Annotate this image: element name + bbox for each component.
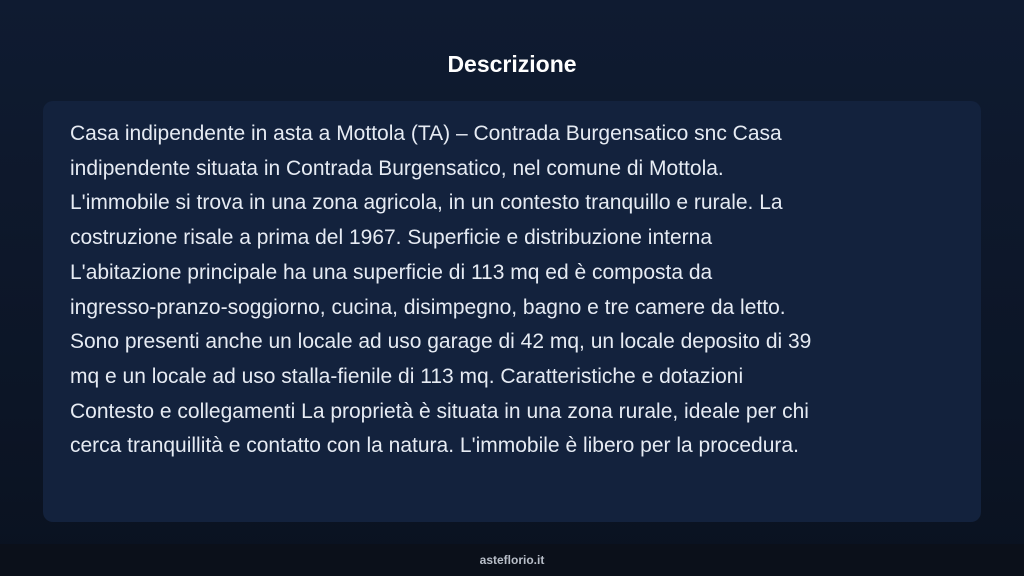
footer (0, 544, 1024, 576)
page-title: Descrizione (447, 51, 577, 77)
description-text: Casa indipendente in asta a Mottola (TA) – Contrada Burgensatico snc Casa indipendente situata in Contrada Burgensatico, nel comune di Mottola. L'immobile si trova in una zona agricola, in un contesto tranquillo e rurale. La costruzione risale a prima del 1967. Superficie e distribuzione interna L'abitazione principale ha una superficie di 113 mq ed è composta da ingresso-pranzo-soggiorno, cucina, disimpegno, bagno e tre camere da letto. Sono presenti anche un locale ad uso garage di 42 mq, un locale deposito di 39 mq e un locale ad uso stalla-fienile di 113 mq. Caratteristiche e dotazioni Contesto e collegamenti La proprietà è situata in una zona rurale, ideale per chi cerca tranquillità e contatto con la natura. L'immobile è libero per la procedura. (70, 122, 812, 458)
description-panel (43, 101, 981, 522)
footer-site-label: asteflorio.it (479, 553, 545, 567)
